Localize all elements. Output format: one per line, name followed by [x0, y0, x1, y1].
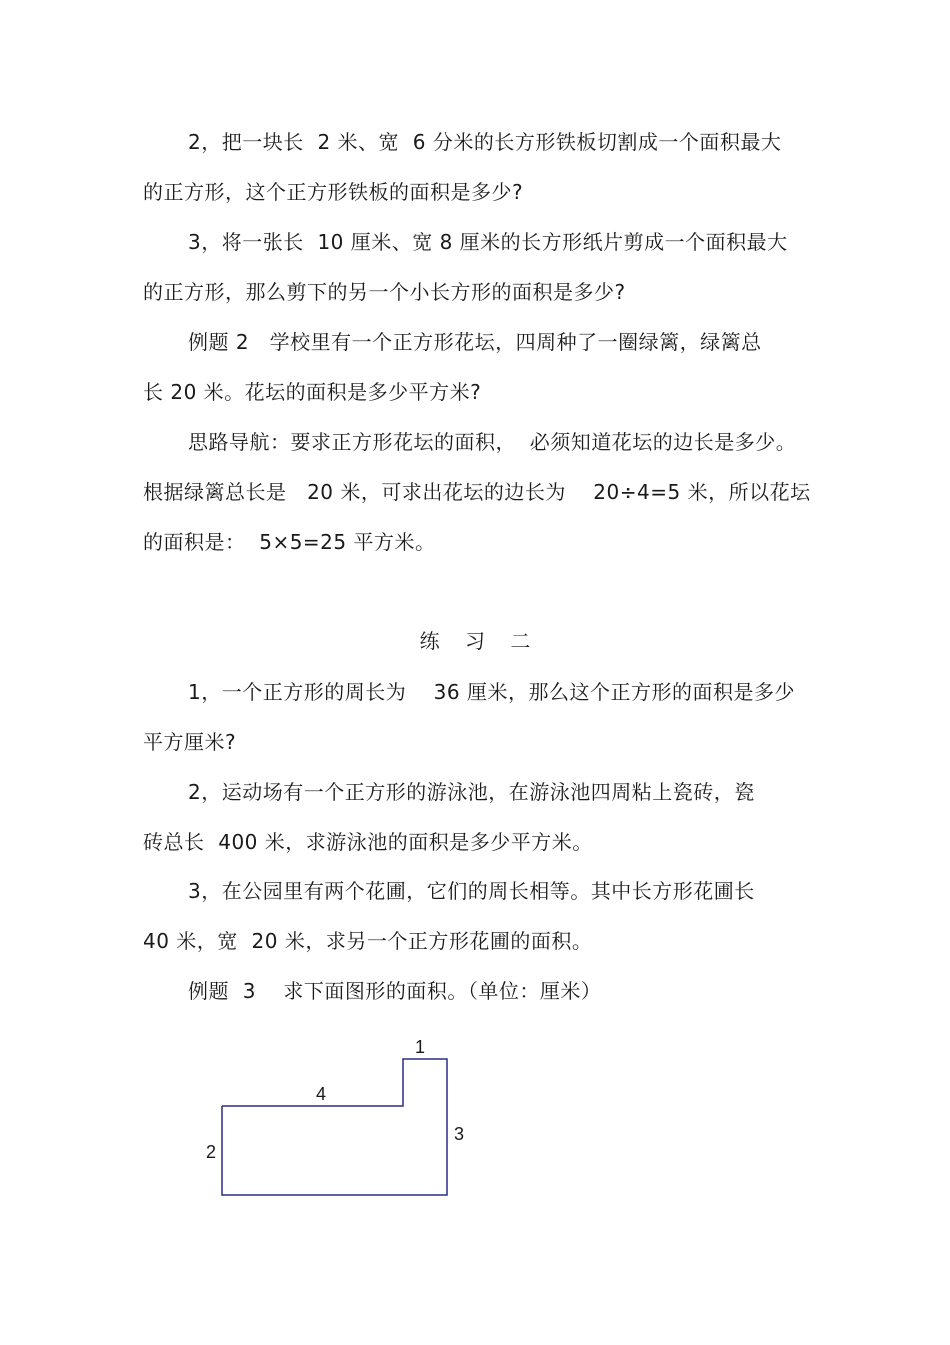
problem-3-line-2: 的正方形，那么剪下的另一个小长方形的面积是多少?: [143, 280, 626, 304]
exercise-3-line-1: 3，在公园里有两个花圃，它们的周长相等。其中长方形花圃长: [188, 879, 755, 903]
example-3-line: 例题 3 求下面图形的面积。（单位：厘米）: [188, 979, 602, 1003]
exercise-3-line-2: 40 米，宽 20 米，求另一个正方形花圃的面积。: [143, 929, 593, 953]
problem-2-line-2: 的正方形，这个正方形铁板的面积是多少?: [143, 180, 524, 204]
section-heading: 练 习 二: [419, 629, 531, 653]
problem-2-line-1: 2，把一块长 2 米、宽 6 分米的长方形铁板切割成一个面积最大: [188, 130, 782, 154]
hint-line-1: 思路导航：要求正方形花坛的面积， 必须知道花坛的边长是多少。: [188, 430, 797, 454]
exercise-2-line-2: 砖总长 400 米，求游泳池的面积是多少平方米。: [143, 830, 593, 854]
hint-line-3: 的面积是： 5×5=25 平方米。: [143, 530, 436, 554]
problem-3-line-1: 3，将一张长 10 厘米、宽 8 厘米的长方形纸片剪成一个面积最大: [188, 230, 788, 254]
example-2-line-2: 长 20 米。花坛的面积是多少平方米?: [143, 380, 482, 404]
exercise-1-line-2: 平方厘米?: [143, 730, 237, 754]
hint-line-2: 根据绿篱总长是 20 米，可求出花坛的边长为 20÷4=5 米，所以花坛: [143, 480, 811, 504]
exercise-1-line-1: 1，一个正方形的周长为 36 厘米，那么这个正方形的面积是多少: [188, 680, 795, 704]
dimension-label-left: 2: [205, 1142, 217, 1162]
shape-outline: [222, 1059, 447, 1195]
step-shape-figure: [190, 1030, 490, 1220]
dimension-label-step: 4: [315, 1084, 327, 1104]
dimension-label-top: 1: [414, 1037, 426, 1057]
example-2-line-1: 例题 2 学校里有一个正方形花坛，四周种了一圈绿篱，绿篱总: [188, 330, 762, 354]
exercise-2-line-1: 2，运动场有一个正方形的游泳池，在游泳池四周粘上瓷砖，瓷: [188, 780, 755, 804]
dimension-label-right: 3: [453, 1124, 465, 1144]
